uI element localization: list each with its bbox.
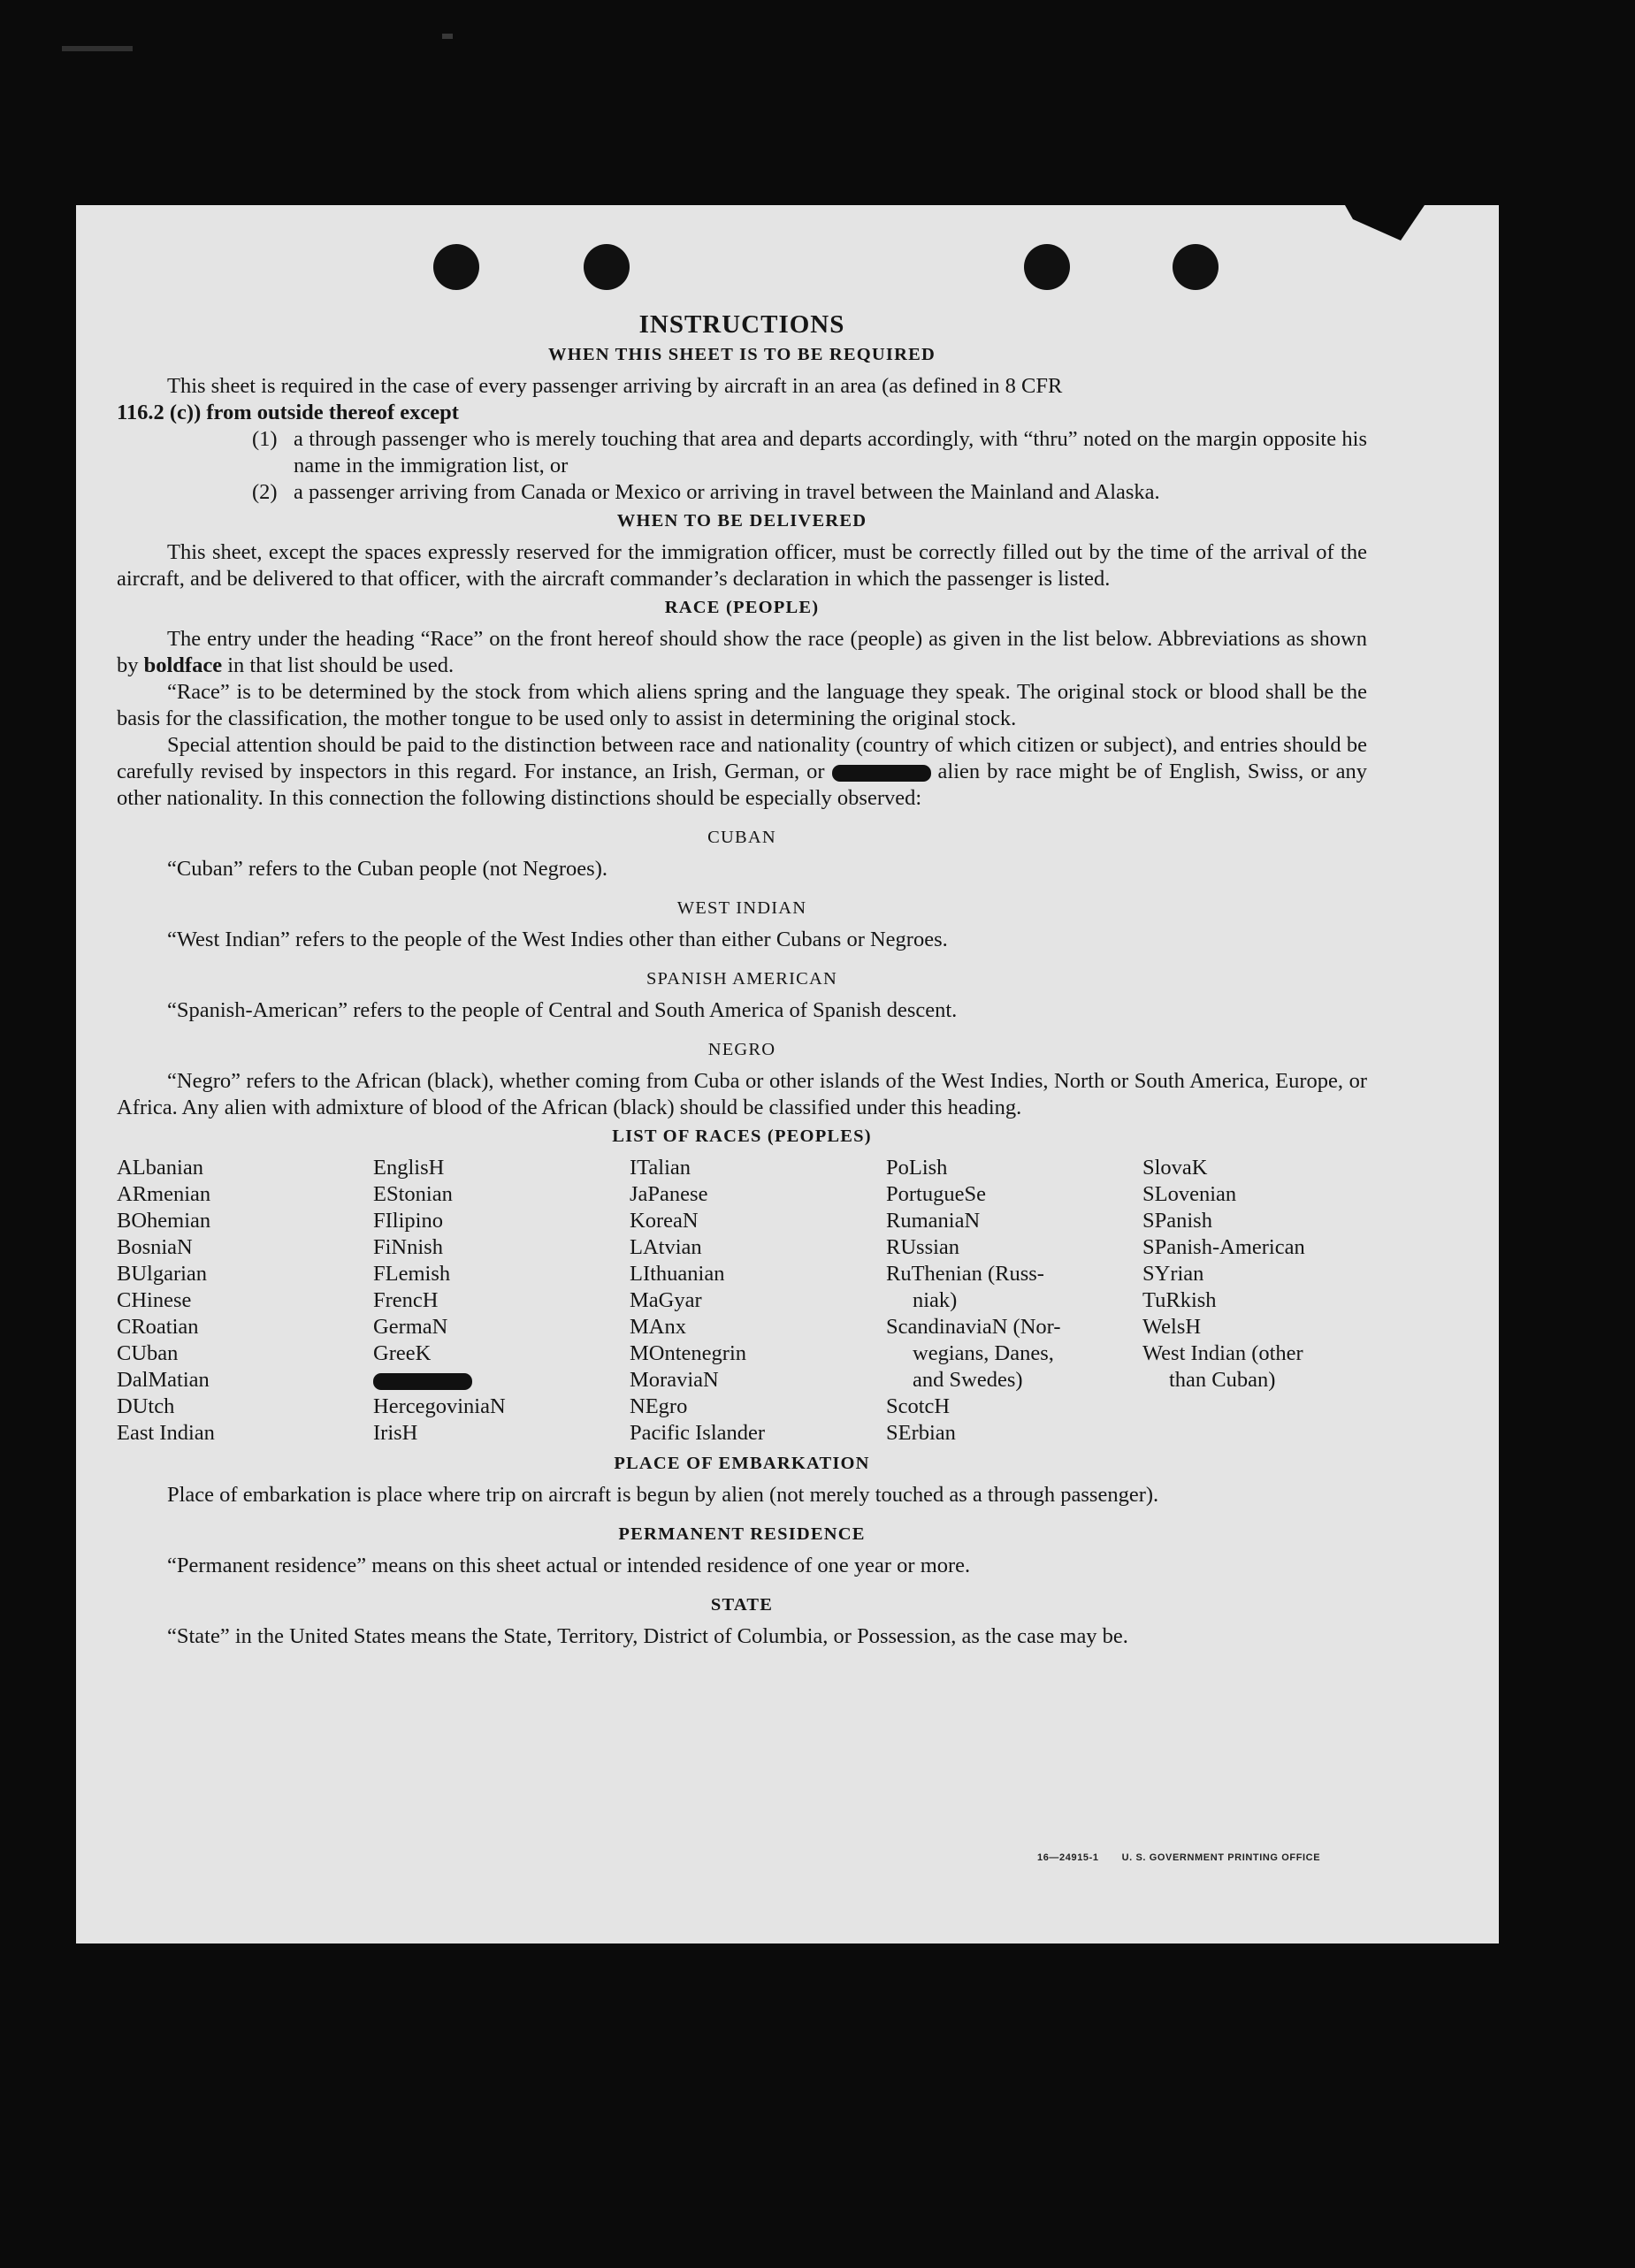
section-heading: NEGRO [707,1040,776,1059]
paragraph: “West Indian” refers to the people of the West Indies other than either Cubans or Negroes. [167,928,948,951]
punch-hole [1173,244,1219,290]
race-entry: DUtch [117,1394,175,1418]
race-entry: CRoatian [117,1315,199,1339]
race-entry: IrisH [373,1421,418,1445]
race-entry: LIthuanian [630,1262,725,1286]
punch-hole [584,244,630,290]
race-entry: RumaniaN [886,1209,981,1233]
paragraph: “State” in the United States means the State, Territory, District of Columbia, or Possession, as the case may be. [167,1624,1128,1648]
page-title: INSTRUCTIONS [638,310,845,339]
race-column [1142,1155,1364,1447]
redaction-mark [832,765,931,782]
punch-hole [1024,244,1070,290]
torn-corner [1345,205,1425,241]
race-entry: GreeK [373,1341,432,1365]
section-heading: WHEN THIS SHEET IS TO BE REQUIRED [548,345,936,364]
instructions-body [117,311,1367,1650]
race-entry: KoreaN [630,1209,699,1233]
race-entry: SYrian [1142,1262,1204,1286]
printer-name: U. S. GOVERNMENT PRINTING OFFICE [1121,1852,1321,1863]
race-entry: RUssian [886,1235,960,1259]
race-entry: FrencH [373,1288,439,1312]
race-entry: HercegoviniaN [373,1394,506,1418]
paragraph: “Negro” refers to the African (black), whether coming from Cuba or other islands of the West Indies, North or South America, Europe, or Africa. Any alien with admixture of blood of the African (black) should be classified under this heading. [117,1069,1367,1119]
printer-imprint [1037,1852,1343,1863]
paragraph: “Permanent residence” means on this sheet actual or intended residence of one year or more. [167,1554,971,1577]
race-entry: SPanish [1142,1209,1212,1233]
section-heading: CUBAN [707,828,776,847]
paragraph: “Cuban” refers to the Cuban people (not Negroes). [167,857,607,881]
race-entry: West Indian (other [1142,1341,1303,1365]
race-entry: SlovaK [1142,1156,1208,1180]
scan-artifact [62,46,133,51]
race-entry: MoraviaN [630,1368,719,1392]
race-entry: JaPanese [630,1182,708,1206]
paragraph: This sheet is required in the case of every passenger arriving by aircraft in an area (as defined in 8 CFR 116.2 (c)) from outside thereof except [117,374,1063,424]
section-heading: STATE [710,1595,774,1615]
paragraph: This sheet, except the spaces expressly reserved for the immigration officer, must be correctly filled out by the time of the arrival of the aircraft, and be delivered to that officer, with the aircraft commander’s declaration in which the passenger is listed. [117,540,1367,591]
race-entry: niak) [913,1288,958,1312]
race-entry: ALbanian [117,1156,203,1180]
form-number: 16—24915-1 [1037,1852,1099,1863]
race-entry: FiNnish [373,1235,443,1259]
race-entry: PortugueSe [886,1182,986,1206]
race-entry: BOhemian [117,1209,211,1233]
redaction-mark [373,1373,472,1390]
race-entry: EnglisH [373,1156,445,1180]
section-heading: PERMANENT RESIDENCE [618,1524,866,1544]
race-entry: LAtvian [630,1235,702,1259]
race-entry: SPanish-American [1142,1235,1305,1259]
paragraph: The entry under the heading “Race” on the front hereof should show the race (people) as given in the list below. Abbreviations as shown by boldface in that list should be used. [117,627,1367,677]
race-entry: BUlgarian [117,1262,208,1286]
race-entry: SErbian [886,1421,956,1445]
race-entry: FLemish [373,1262,451,1286]
paragraph: Place of embarkation is place where trip on aircraft is begun by alien (not merely touched as a through passenger). [167,1483,1159,1507]
race-entry: NEgro [630,1394,688,1418]
race-column [630,1155,886,1447]
race-entry: TuRkish [1142,1288,1217,1312]
race-entry: wegians, Danes, [913,1341,1054,1365]
section-heading: LIST OF RACES (PEOPLES) [612,1126,872,1146]
race-entry: East Indian [117,1421,215,1445]
race-entry: Pacific Islander [630,1421,766,1445]
race-entry: CUban [117,1341,179,1365]
list-item: (1) a through passenger who is merely touching that area and departs accordingly, with “thru” noted on the margin opposite his name in the immigration list, or [252,427,1367,477]
document-page [76,205,1499,1943]
section-heading: RACE (PEOPLE) [664,598,820,617]
section-heading: WEST INDIAN [676,898,807,918]
race-entry: GermaN [373,1315,448,1339]
race-entry: ScotcH [886,1394,951,1418]
race-entry: ITalian [630,1156,691,1180]
race-entry: PoLish [886,1156,948,1180]
paragraph: “Spanish-American” refers to the people of Central and South America of Spanish descent. [167,998,958,1022]
race-entry: BosniaN [117,1235,193,1259]
race-entry-redacted [373,1367,630,1394]
race-entry: CHinese [117,1288,192,1312]
race-entry: ARmenian [117,1182,211,1206]
race-entry: than Cuban) [1169,1368,1276,1392]
race-entry: SLovenian [1142,1182,1237,1206]
paragraph: “Race” is to be determined by the stock from which aliens spring and the language they speak. The original stock or blood shall be the basis for the classification, the mother tongue to be used only to assist in determining the original stock. [117,680,1367,730]
race-entry: FIlipino [373,1209,443,1233]
race-entry: WelsH [1142,1315,1202,1339]
race-entry: MaGyar [630,1288,702,1312]
section-heading: WHEN TO BE DELIVERED [616,511,867,531]
section-heading: PLACE OF EMBARKATION [614,1454,870,1473]
race-entry: EStonian [373,1182,453,1206]
race-entry: RuThenian (Russ- [886,1262,1044,1286]
race-column [117,1155,373,1447]
race-column [886,1155,1142,1447]
scan-artifact [442,34,453,39]
race-entry: MAnx [630,1315,686,1339]
race-entry: DalMatian [117,1368,210,1392]
list-item: (2) a passenger arriving from Canada or Mexico or arriving in travel between the Mainland and Alaska. [252,480,1160,504]
race-entry: MOntenegrin [630,1341,746,1365]
section-heading: SPANISH AMERICAN [646,969,838,989]
punch-hole [433,244,479,290]
paragraph: Special attention should be paid to the distinction between race and nationality (country of which citizen or subject), and entries should be carefully revised by inspectors in this regard. For instance, an Irish, German, or alien by race might be of English, Swiss, or any other nationality. In this connection the following distinctions should be especially observed: [117,733,1367,810]
race-list [117,1155,1367,1447]
race-column [373,1155,630,1447]
race-entry: and Swedes) [913,1368,1023,1392]
race-entry: ScandinaviaN (Nor- [886,1315,1061,1339]
